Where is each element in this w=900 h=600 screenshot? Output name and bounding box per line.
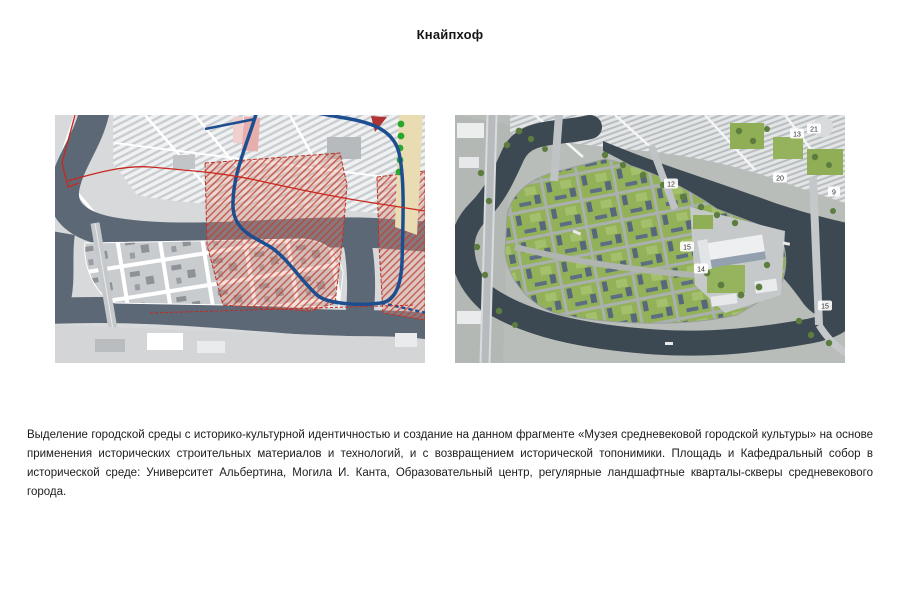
svg-text:20: 20 [776,175,784,183]
aerial-render-map [455,115,845,363]
svg-text:21: 21 [810,126,818,134]
svg-text:15: 15 [683,244,691,252]
svg-text:13: 13 [793,131,801,139]
map-label [773,173,787,183]
historic-plan-map [55,115,425,363]
svg-text:9: 9 [832,189,836,197]
map-label [680,242,694,252]
map-label [790,129,804,139]
svg-text:12: 12 [667,181,675,189]
description-text: Выделение городской среды с историко-культурной идентичностью и создание на данном фрагменте «Музея средневековой городской культуры» на основе применения исторических строительных материалов и технологий, и с возвращением исторической топонимики. Площадь и Кафедральный собор в исторической среде: Университет Альбертина, Могила И. Канта, Образовательный центр, регулярные ландшафтные кварталы-скверы средневекового города. [27,429,873,498]
map-label [664,179,678,189]
svg-text:14: 14 [697,266,705,274]
svg-text:15: 15 [821,303,829,311]
map-label [828,187,840,197]
map-label [818,301,832,311]
page-title: Кнайпхоф [416,27,484,42]
map-label [694,264,708,274]
map-label [807,124,821,134]
